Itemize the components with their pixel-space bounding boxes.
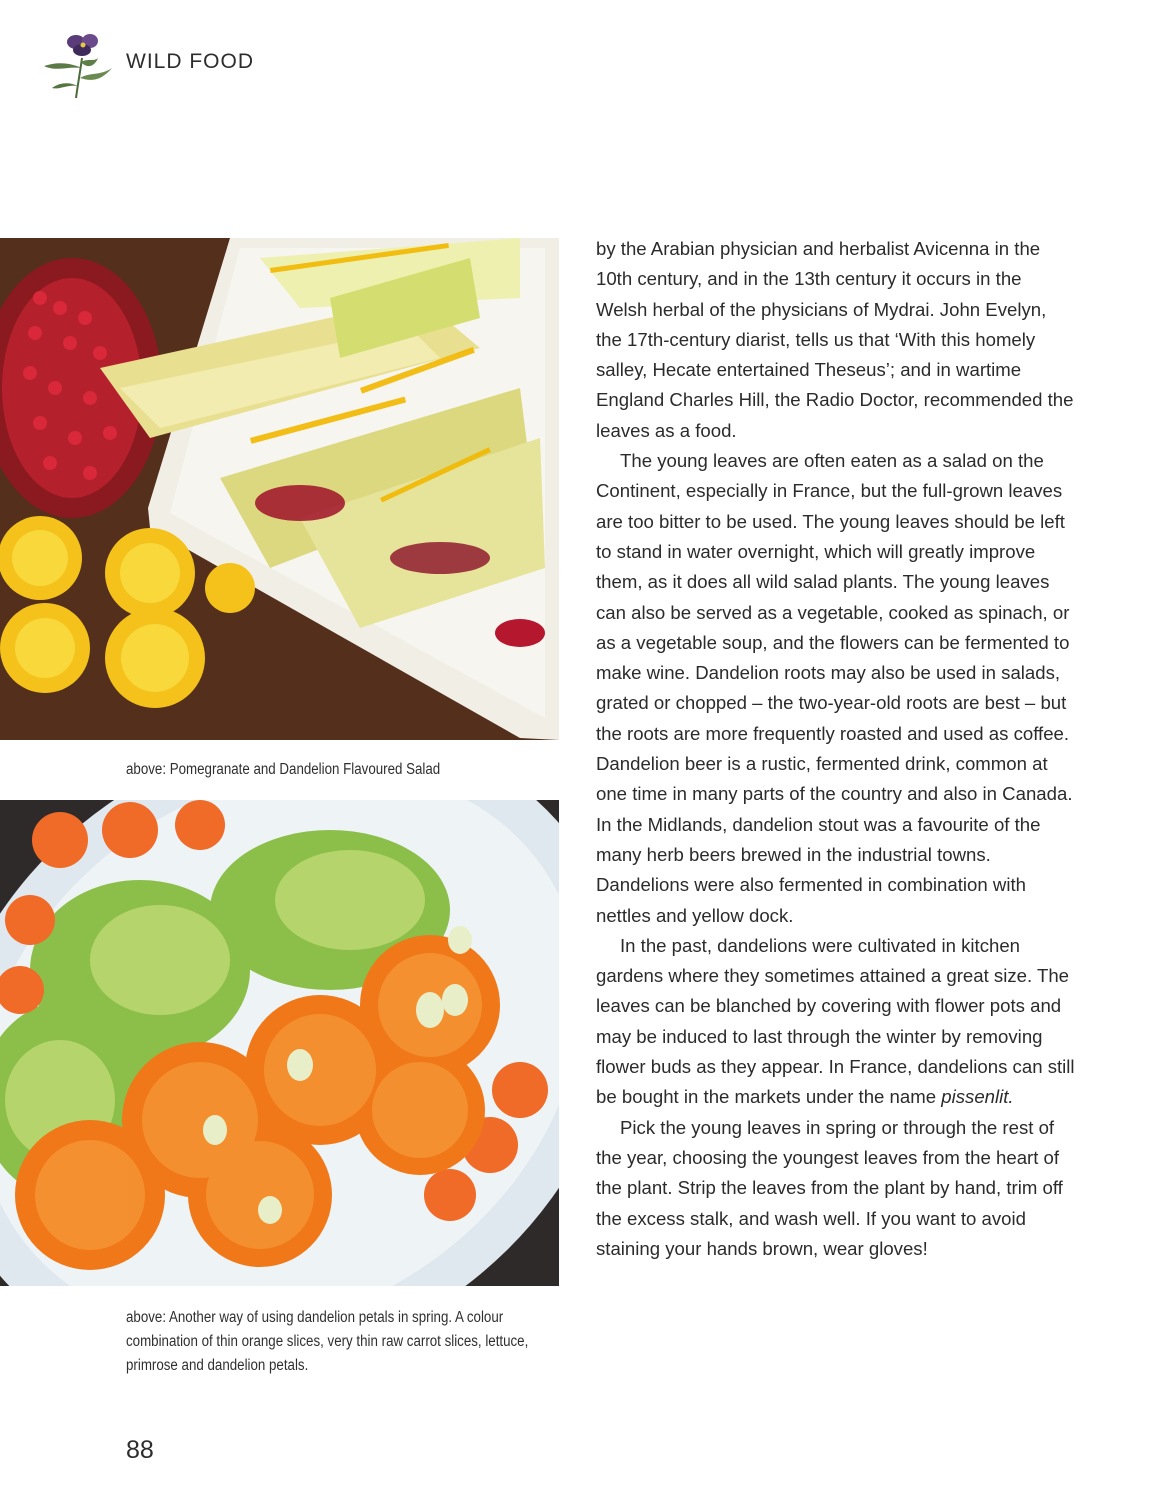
violet-flower-icon <box>38 28 118 100</box>
body-paragraph: Pick the young leaves in spring or through the rest of the year, choosing the youngest leaves from the heart of the plant. Strip the leaves from the plant by hand, trim off the excess stalk, and wash well. If you want to avoid staining your hands brown, wear gloves! <box>596 1116 1063 1259</box>
body-paragraph-text: In the past, dandelions were cultivated in kitchen gardens where they sometimes attained a great size. The leaves can be blanched by covering with flower pots and may be induced to last through the winter by removing flower buds as they appear. In France, dandelions can still be bought in the markets under the name <box>596 934 1075 1108</box>
figure-caption: above: Another way of using dandelion petals in spring. A colour combination of thin orange slices, very thin raw carrot slices, lettuce, primrose and dandelion petals. <box>126 1309 529 1374</box>
orange-carrot-lettuce-salad-photo <box>0 800 559 1286</box>
pomegranate-dandelion-salad-photo <box>0 238 559 740</box>
article-body <box>596 234 1076 1264</box>
section-title: WILD FOOD <box>126 50 254 73</box>
body-paragraph: The young leaves are often eaten as a salad on the Continent, especially in France, but the full-grown leaves are too bitter to be used. The young leaves should be left to stand in water overnight, which will greatly improve them, as it does all wild salad plants. The young leaves can also be served as a vegetable, cooked as spinach, or as a vegetable soup, and the flowers can be fermented to make wine. Dandelion roots may also be used in salads, grated or chopped – the two-year-old roots are best – but the roots are more frequently roasted and used as coffee. Dandelion beer is a rustic, fermented drink, common at one time in many parts of the country and also in Canada. In the Midlands, dandelion stout was a favourite of the many herb beers brewed in the industrial towns. Dandelions were also fermented in combination with nettles and yellow dock. <box>596 450 1073 926</box>
italic-term: pissenlit. <box>941 1086 1014 1108</box>
page-number: 88 <box>126 1436 154 1464</box>
body-paragraph: by the Arabian physician and herbalist Avicenna in the 10th century, and in the 13th century it occurs in the Welsh herbal of the physicians of Mydrai. John Evelyn, the 17th-century diarist, tells us that ‘With this homely salley, Hecate entertained Theseus’; and in wartime England Charles Hill, the Radio Doctor, recommended the leaves as a food. <box>596 238 1074 441</box>
figure-caption: above: Pomegranate and Dandelion Flavoured Salad <box>126 761 441 778</box>
body-paragraph <box>596 931 1076 1113</box>
page-header <box>38 28 338 98</box>
